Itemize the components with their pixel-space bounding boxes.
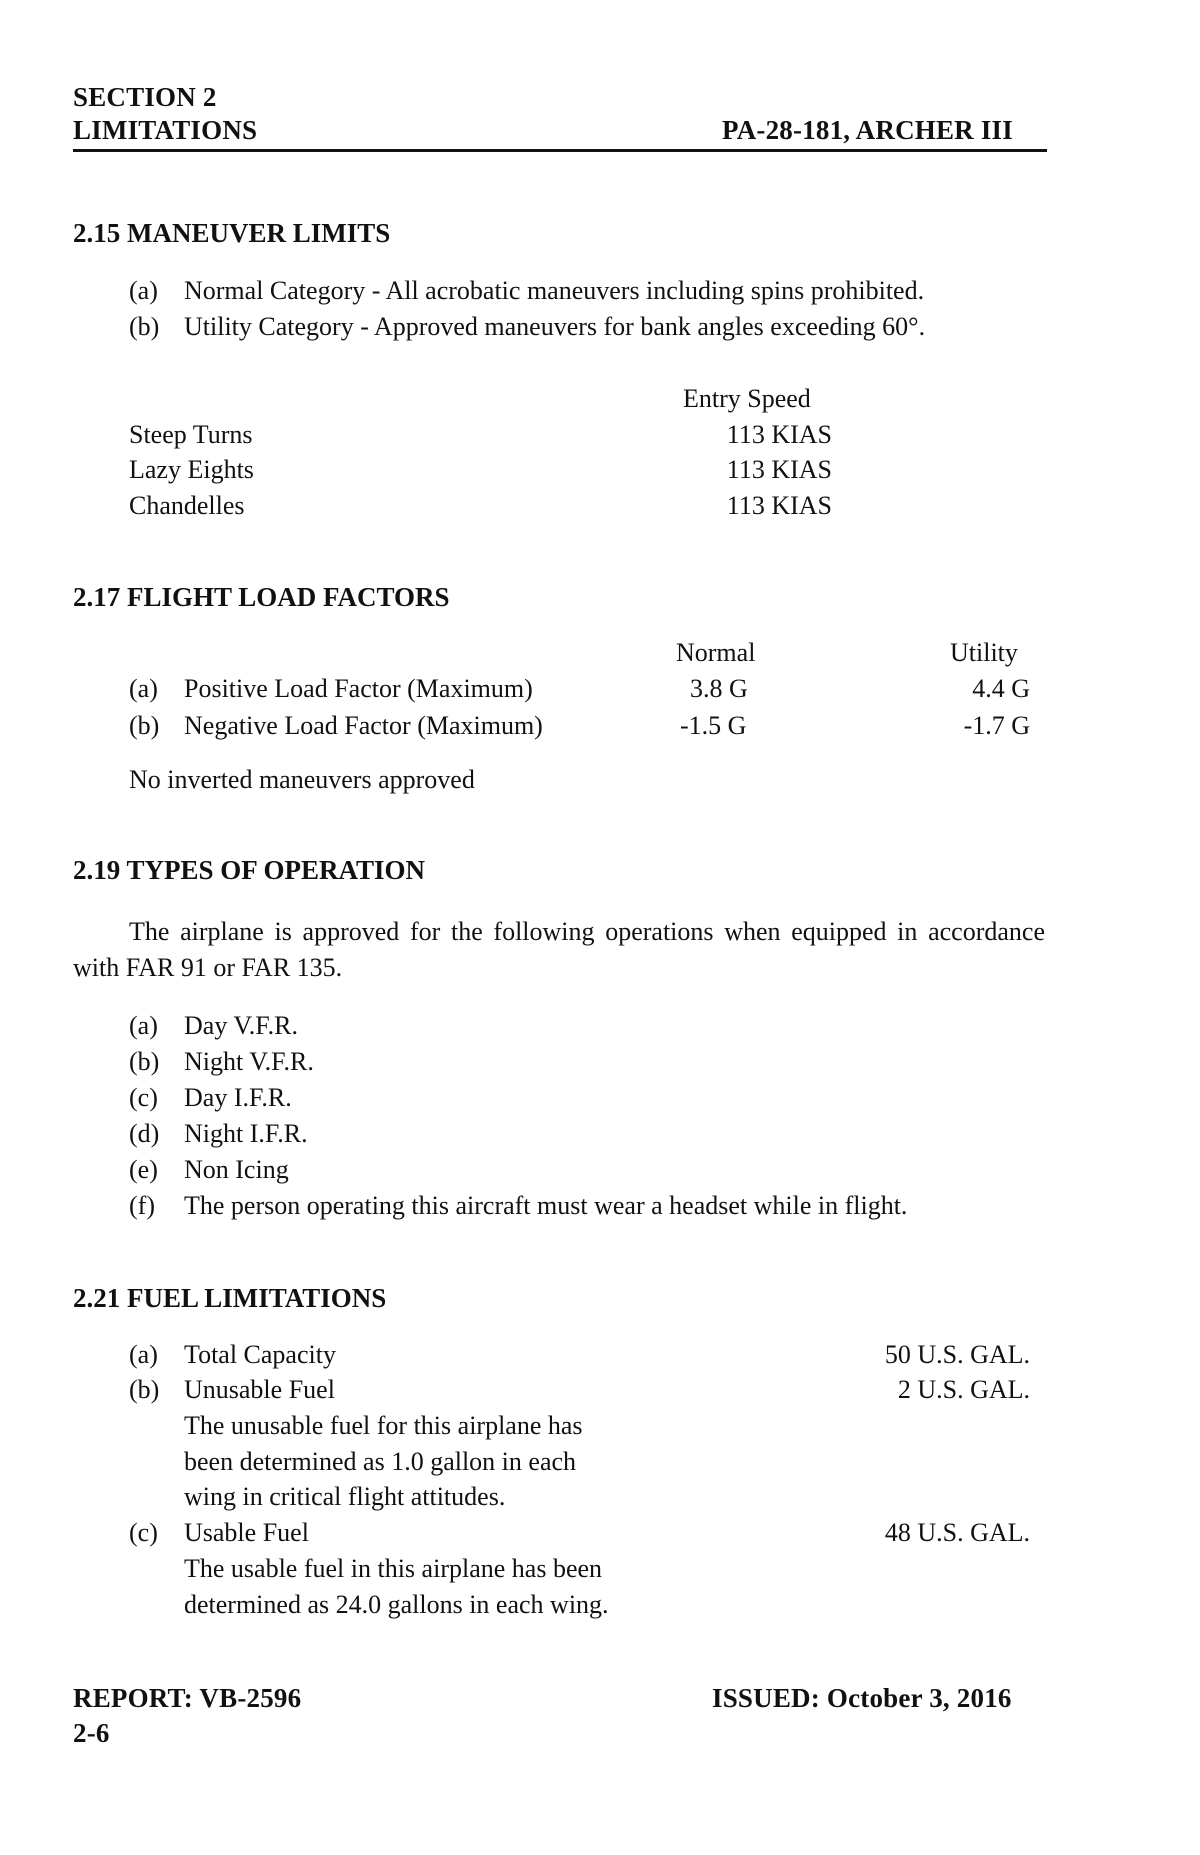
fuel-item-value: 48 U.S. GAL. [884,1518,1030,1547]
list-item-label: (d) [129,1119,160,1148]
maneuver-speed: 113 KIAS [726,491,832,520]
load-factor-normal: 3.8 G [690,674,748,703]
fuel-item-name: Usable Fuel [184,1518,309,1547]
list-item-label: (a) [129,276,158,305]
header-rule [73,149,1047,152]
maneuver-name: Chandelles [129,491,245,520]
aircraft-model: PA-28-181, ARCHER III [722,115,1013,145]
list-item-label: (b) [129,711,160,740]
heading-types-of-operation: 2.19 TYPES OF OPERATION [73,855,426,885]
fuel-note-line: determined as 24.0 gallons in each wing. [184,1590,609,1619]
load-factor-utility: 4.4 G [972,674,1030,703]
heading-flight-load-factors: 2.17 FLIGHT LOAD FACTORS [73,582,450,612]
list-item-label: (e) [129,1155,158,1184]
load-factor-note: No inverted maneuvers approved [129,765,475,794]
list-item-label: (a) [129,1340,158,1369]
list-item-label: (a) [129,674,158,703]
section-label: SECTION 2 [73,82,217,112]
fuel-note-line: The usable fuel in this airplane has been [184,1554,603,1583]
maneuver-speed: 113 KIAS [726,455,832,484]
load-factor-name: Negative Load Factor (Maximum) [184,711,543,740]
operation-type: Night I.F.R. [184,1119,308,1148]
list-item-label: (b) [129,312,160,341]
list-item-label: (f) [129,1191,155,1220]
fuel-note-line: wing in critical flight attitudes. [184,1482,506,1511]
col-utility-header: Utility [950,638,1018,667]
heading-fuel-limitations: 2.21 FUEL LIMITATIONS [73,1283,387,1313]
fuel-note-line: been determined as 1.0 gallon in each [184,1447,577,1476]
page-number: 2-6 [73,1718,110,1748]
operations-intro: The airplane is approved for the following operations when equipped in accordance with FAR 91 or FAR 135. [73,917,1045,982]
operation-type: Non Icing [184,1155,289,1184]
issued-date: ISSUED: October 3, 2016 [712,1683,1012,1713]
list-item-label: (a) [129,1011,158,1040]
list-item-text: Normal Category - All acrobatic maneuvers including spins prohibited. [184,276,925,305]
load-factor-normal: -1.5 G [680,711,747,740]
report-number: REPORT: VB-2596 [73,1683,302,1713]
list-item-label: (c) [129,1518,158,1547]
maneuver-name: Lazy Eights [129,455,254,484]
operation-type: Day I.F.R. [184,1083,292,1112]
fuel-item-name: Unusable Fuel [184,1375,335,1404]
fuel-item-value: 2 U.S. GAL. [897,1375,1030,1404]
fuel-note-line: The unusable fuel for this airplane has [184,1411,583,1440]
operation-type: The person operating this aircraft must wear a headset while in flight. [184,1191,908,1220]
load-factor-name: Positive Load Factor (Maximum) [184,674,533,703]
section-title: LIMITATIONS [73,115,258,145]
list-item-text: Utility Category - Approved maneuvers for bank angles exceeding 60°. [184,312,926,341]
operation-type: Day V.F.R. [184,1011,298,1040]
maneuver-speed: 113 KIAS [726,420,832,449]
operation-type: Night V.F.R. [184,1047,314,1076]
list-item-label: (b) [129,1375,160,1404]
heading-maneuver-limits: 2.15 MANEUVER LIMITS [73,218,391,248]
col-normal-header: Normal [676,638,756,667]
entry-speed-header: Entry Speed [683,384,811,413]
list-item-label: (b) [129,1047,160,1076]
fuel-item-value: 50 U.S. GAL. [884,1340,1030,1369]
list-item-label: (c) [129,1083,158,1112]
maneuver-name: Steep Turns [129,420,253,449]
fuel-item-name: Total Capacity [184,1340,336,1369]
load-factor-utility: -1.7 G [963,711,1030,740]
